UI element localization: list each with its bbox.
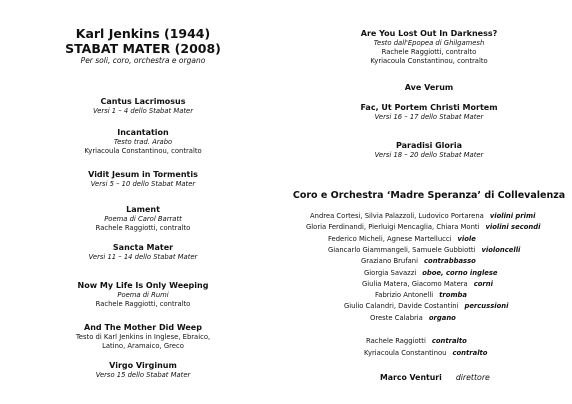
- right-piece: [286, 83, 572, 93]
- orchestra-heading: [286, 190, 572, 202]
- member-row: [328, 246, 520, 255]
- right-piece: [286, 141, 572, 160]
- piece-detail: Testo trad. Arabo: [113, 138, 173, 146]
- member-role: violini primi: [489, 212, 536, 220]
- member-row: [375, 291, 467, 300]
- member-row: [310, 212, 535, 221]
- member-names: Fabrizio Antonelli: [375, 291, 434, 300]
- member-role: violoncelli: [481, 245, 521, 254]
- member-row: [364, 269, 498, 278]
- right-piece: [286, 29, 572, 66]
- piece-detail: Versi 5 – 10 dello Stabat Mater: [90, 180, 196, 188]
- piece-title: Fac, Ut Portem Christi Mortem: [360, 103, 498, 112]
- member-names: Giulia Matera, Giacomo Matera: [362, 279, 468, 288]
- member-names: Gloria Ferdinandi, Pierluigi Mencaglia, Chiara Monti: [306, 223, 480, 232]
- soloist-role: contralto: [431, 337, 467, 345]
- member-role: viole: [457, 234, 476, 243]
- member-row: [306, 223, 540, 232]
- left-piece: [0, 97, 286, 116]
- member-role: contrabbasso: [424, 257, 476, 266]
- work-title: STABAT MATER (2008): [65, 41, 221, 56]
- member-names: Giorgia Savazzi: [364, 268, 417, 277]
- piece-title: Are You Lost Out In Darkness?: [360, 29, 498, 38]
- left-piece: [0, 243, 286, 262]
- piece-detail: Latino, Aramaico, Greco: [102, 342, 184, 350]
- left-piece: [0, 361, 286, 380]
- member-names: Federico Micheli, Agnese Martellucci: [328, 234, 452, 243]
- member-role: tromba: [439, 291, 467, 300]
- left-piece: [0, 323, 286, 351]
- orchestra-title: Coro e Orchestra ‘Madre Speranza’ di Collevalenza: [292, 190, 566, 201]
- member-role: corni: [473, 279, 493, 288]
- member-row: [344, 302, 508, 311]
- member-row: [370, 314, 456, 323]
- conductor-name: Marco Venturi: [380, 373, 442, 382]
- conductor-role: direttore: [455, 373, 490, 382]
- member-row: [361, 257, 476, 266]
- member-role: violini secondi: [485, 223, 541, 232]
- member-row: [362, 280, 493, 289]
- piece-detail: Rachele Raggiotti, contralto: [95, 300, 191, 308]
- soloist-row: [364, 349, 487, 358]
- member-role: percussioni: [464, 302, 509, 311]
- piece-title: Ave Verum: [404, 83, 454, 92]
- member-names: Oreste Calabria: [370, 313, 423, 322]
- member-role: oboe, corno inglese: [422, 268, 498, 277]
- piece-detail: Testo dall'Epopea di Ghilgamesh: [373, 39, 485, 47]
- piece-detail: Versi 18 – 20 dello Stabat Mater: [374, 151, 484, 159]
- member-names: Andrea Cortesi, Silvia Palazzoli, Ludovico Portarena: [310, 212, 484, 220]
- member-names: Giancarlo Giammangeli, Samuele Gubbiotti: [328, 245, 476, 254]
- soloist-name: Rachele Raggiotti: [366, 337, 426, 345]
- piece-detail: Rachele Raggiotti, contralto: [95, 224, 191, 232]
- piece-detail: Versi 16 – 17 dello Stabat Mater: [374, 113, 484, 121]
- piece-detail: Kyriacoula Constantinou, contralto: [84, 147, 202, 155]
- member-row: [328, 235, 476, 244]
- piece-detail: Testo di Karl Jenkins in Inglese, Ebraico,: [75, 333, 211, 341]
- soloist-name: Kyriacoula Constantinou: [364, 349, 447, 357]
- left-piece: [0, 205, 286, 233]
- program-header: [0, 26, 286, 66]
- member-role: organo: [428, 313, 456, 322]
- right-piece: [286, 103, 572, 122]
- piece-title: Cantus Lacrimosus: [100, 97, 186, 106]
- piece-title: Paradisi Gloria: [395, 141, 463, 150]
- conductor-row: [380, 373, 490, 383]
- piece-title: And The Mother Did Weep: [84, 323, 202, 332]
- piece-title: Vidit Jesum in Tormentis: [88, 170, 198, 179]
- member-names: Giulio Calandri, Davide Costantini: [344, 302, 459, 311]
- piece-title: Virgo Virginum: [109, 361, 177, 370]
- left-piece: [0, 128, 286, 156]
- piece-detail: Versi 1 – 4 dello Stabat Mater: [92, 107, 194, 115]
- left-piece: [0, 281, 286, 309]
- piece-detail: Poema di Rumi: [117, 291, 169, 299]
- soloist-row: [366, 337, 467, 346]
- piece-detail: Rachele Raggiotti, contralto: [381, 48, 477, 56]
- work-subtitle: Per soli, coro, orchestra e organo: [80, 56, 206, 65]
- piece-detail: Versi 11 – 14 dello Stabat Mater: [88, 253, 198, 261]
- soloist-role: contralto: [452, 349, 488, 357]
- left-piece: [0, 170, 286, 189]
- piece-title: Now My Life Is Only Weeping: [77, 281, 209, 290]
- piece-title: Incantation: [117, 128, 169, 137]
- piece-detail: Kyriacoula Constantinou, contralto: [370, 57, 488, 65]
- piece-title: Sancta Mater: [112, 243, 174, 252]
- piece-detail: Poema di Carol Barratt: [104, 215, 182, 223]
- member-names: Graziano Brufani: [361, 257, 418, 266]
- composer-title: Karl Jenkins (1944): [75, 26, 211, 41]
- piece-title: Lament: [126, 205, 160, 214]
- piece-detail: Verso 15 dello Stabat Mater: [95, 371, 191, 379]
